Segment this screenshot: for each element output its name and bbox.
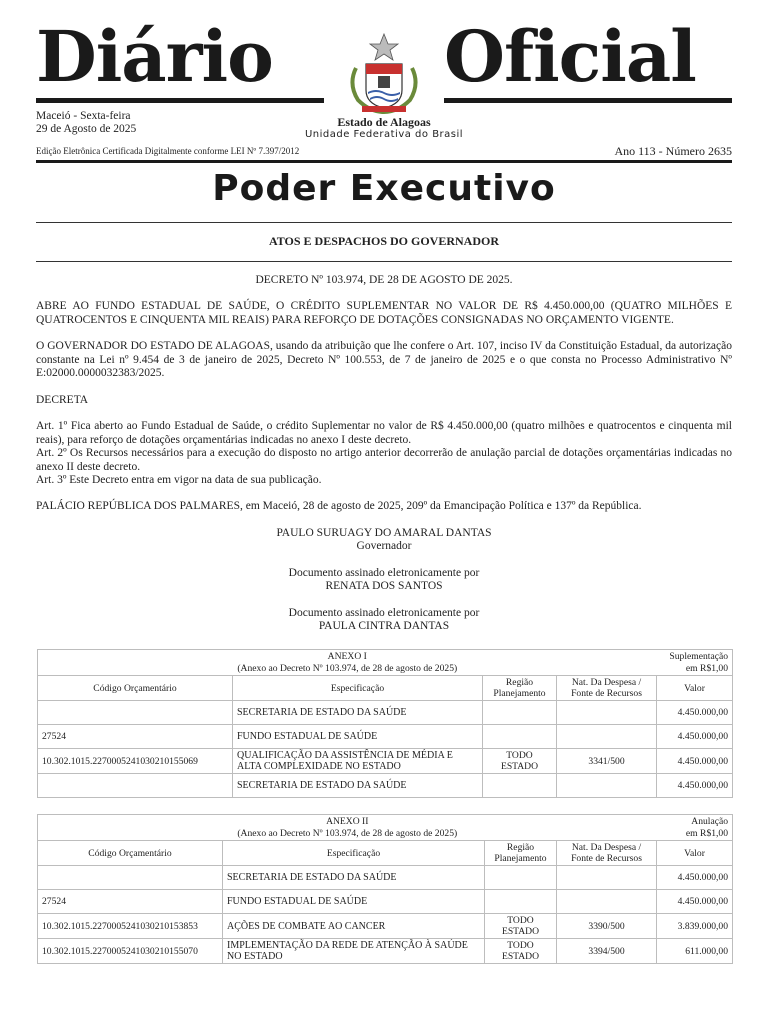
- edition-note: Edição Eletrônica Certificada Digitalmente conforme LEI Nº 7.397/2012: [36, 146, 300, 156]
- cell-spec: FUNDO ESTADUAL DE SAÚDE: [223, 890, 485, 914]
- signer-role: Governador: [356, 540, 412, 553]
- cell-nature: [557, 725, 657, 749]
- cell-value: 611.000,00: [657, 939, 733, 964]
- cell-nature: [557, 890, 657, 914]
- decree-article-2: Art. 2º Os Recursos necessários para a execução do disposto no artigo anterior decorrerão de anulação parcial de dotações orçamentárias indicadas no anexo II deste decreto.: [36, 447, 732, 473]
- decree-heading: DECRETO Nº 103.974, DE 28 DE AGOSTO DE 2025.: [255, 274, 513, 286]
- cell-region: [485, 866, 557, 890]
- decree-summary: ABRE AO FUNDO ESTADUAL DE SAÚDE, O CRÉDITO SUPLEMENTAR NO VALOR DE R$ 4.450.000,00 (QUATRO MILHÕES E QUATROCENTOS E CINQUENTA MIL REAIS) PARA REFORÇO DE DOTAÇÕES CONSIGNADAS NO ORÇAMENTO VIGENTE.: [36, 300, 732, 326]
- annex-caption: [38, 650, 657, 676]
- cell-value: 4.450.000,00: [657, 749, 733, 774]
- issue-number: Ano 113 - Número 2635: [614, 144, 732, 158]
- decree-decreta: DECRETA: [36, 393, 89, 406]
- section-title: ATOS E DESPACHOS DO GOVERNADOR: [36, 222, 732, 262]
- cell-region: [483, 701, 557, 725]
- column-header-value: Valor: [657, 841, 733, 866]
- column-header-spec: Especificação: [233, 676, 483, 701]
- column-header-spec: Especificação: [223, 841, 485, 866]
- table-row: [38, 701, 733, 725]
- crest-caption: [286, 116, 482, 140]
- masthead-divider: [36, 160, 732, 163]
- column-header-region: Região Planejamento: [483, 676, 557, 701]
- issue-date: 29 de Agosto de 2025: [36, 123, 137, 136]
- decree-body: [36, 274, 732, 634]
- crest-title: Estado de Alagoas: [337, 115, 431, 129]
- cell-nature: [557, 774, 657, 798]
- table-row: [38, 725, 733, 749]
- cell-spec: SECRETARIA DE ESTADO DA SAÚDE: [233, 774, 483, 798]
- annex-caption: [38, 815, 657, 841]
- cell-value: 4.450.000,00: [657, 890, 733, 914]
- crest-subtitle: Unidade Federativa do Brasil: [304, 129, 464, 141]
- cell-code: 10.302.1015.2270005241030210153853: [38, 914, 223, 939]
- annex-header-row: [38, 676, 733, 701]
- cell-code: 10.302.1015.2270005241030210155069: [38, 749, 233, 774]
- masthead-rule-left: [36, 98, 324, 103]
- cell-nature: 3390/500: [557, 914, 657, 939]
- signature-name-1: RENATA DOS SANTOS: [325, 580, 443, 593]
- cell-nature: [557, 866, 657, 890]
- column-header-nature: Nat. Da Despesa / Fonte de Recursos: [557, 841, 657, 866]
- cell-code: [38, 774, 233, 798]
- annex-subtitle: (Anexo ao Decreto Nº 103.974, de 28 de agosto de 2025): [237, 662, 458, 674]
- cell-value: 4.450.000,00: [657, 725, 733, 749]
- signature-name-2: PAULA CINTRA DANTAS: [318, 620, 450, 633]
- table-row: [38, 939, 733, 964]
- cell-code: 27524: [38, 725, 233, 749]
- signature-label-1: Documento assinado eletronicamente por: [288, 566, 480, 579]
- cell-region: TODO ESTADO: [485, 939, 557, 964]
- cell-nature: 3341/500: [557, 749, 657, 774]
- table-row: [38, 866, 733, 890]
- decree-closing: PALÁCIO REPÚBLICA DOS PALMARES, em Maceió, 28 de agosto de 2025, 209º da Emancipação Política e 137º da República.: [36, 500, 642, 513]
- cell-code: [38, 701, 233, 725]
- cell-value: 4.450.000,00: [657, 774, 733, 798]
- masthead-title-left: Diário: [36, 15, 273, 98]
- column-header-region: Região Planejamento: [485, 841, 557, 866]
- signature-label-2: Documento assinado eletronicamente por: [288, 606, 480, 619]
- issue-date-block: [36, 110, 136, 136]
- annex-type: [657, 650, 733, 676]
- annex-1-table: [37, 649, 733, 798]
- column-header-code: Código Orçamentário: [38, 676, 233, 701]
- column-header-value: Valor: [657, 676, 733, 701]
- cell-code: 27524: [38, 890, 223, 914]
- decree-article-3: Art. 3º Este Decreto entra em vigor na data de sua publicação.: [36, 473, 322, 486]
- annex-caption-row: [38, 815, 733, 841]
- cell-spec: FUNDO ESTADUAL DE SAÚDE: [233, 725, 483, 749]
- cell-code: 10.302.1015.2270005241030210155070: [38, 939, 223, 964]
- cell-spec: QUALIFICAÇÃO DA ASSISTÊNCIA DE MÉDIA E ALTA COMPLEXIDADE NO ESTADO: [233, 749, 483, 774]
- cell-spec: SECRETARIA DE ESTADO DA SAÚDE: [233, 701, 483, 725]
- annex-title: ANEXO I: [327, 651, 367, 663]
- annex-type-label: Suplementação: [669, 651, 729, 663]
- table-row: [38, 890, 733, 914]
- cell-region: TODO ESTADO: [485, 914, 557, 939]
- masthead: [36, 15, 732, 164]
- signer-name: PAULO SURUAGY DO AMARAL DANTAS: [276, 526, 492, 539]
- state-crest-icon: [342, 32, 426, 116]
- section-banner: Poder Executivo: [212, 168, 556, 209]
- column-header-code: Código Orçamentário: [38, 841, 223, 866]
- cell-spec: SECRETARIA DE ESTADO DA SAÚDE: [223, 866, 485, 890]
- column-header-nature: Nat. Da Despesa / Fonte de Recursos: [557, 676, 657, 701]
- annex-unit-label: em R$1,00: [685, 827, 729, 839]
- table-row: [38, 914, 733, 939]
- cell-code: [38, 866, 223, 890]
- cell-region: [485, 890, 557, 914]
- annex-2-table: [37, 814, 733, 964]
- cell-spec: AÇÕES DE COMBATE AO CANCER: [223, 914, 485, 939]
- masthead-title-right: Oficial: [444, 15, 696, 98]
- annex-type: [657, 815, 733, 841]
- cell-nature: [557, 701, 657, 725]
- annex-subtitle: (Anexo ao Decreto Nº 103.974, de 28 de agosto de 2025): [237, 827, 458, 839]
- issue-city-day: Maceió - Sexta-feira: [36, 110, 131, 122]
- annex-title: ANEXO II: [326, 816, 369, 828]
- decree-article-1: Art. 1º Fica aberto ao Fundo Estadual de Saúde, o crédito Suplementar no valor de R$ 4.450.000,00 (quatro milhões e quatrocentos e cinquenta mil reais), para reforço de dotações orçamentárias indicadas no anexo I deste decreto.: [36, 420, 732, 446]
- cell-value: 4.450.000,00: [657, 866, 733, 890]
- masthead-rule-right: [444, 98, 732, 103]
- cell-region: [483, 774, 557, 798]
- cell-nature: 3394/500: [557, 939, 657, 964]
- table-row: [38, 749, 733, 774]
- annex-caption-row: [38, 650, 733, 676]
- cell-spec: IMPLEMENTAÇÃO DA REDE DE ATENÇÃO À SAÚDE NO ESTADO: [223, 939, 485, 964]
- cell-value: 4.450.000,00: [657, 701, 733, 725]
- cell-value: 3.839.000,00: [657, 914, 733, 939]
- annex-unit-label: em R$1,00: [685, 662, 729, 674]
- annex-type-label: Anulação: [691, 816, 729, 828]
- annex-header-row: [38, 841, 733, 866]
- decree-preamble: O GOVERNADOR DO ESTADO DE ALAGOAS, usando da atribuição que lhe confere o Art. 107, inciso IV da Constituição Estadual, da autorização constante na Lei nº 9.454 de 3 de janeiro de 2025, Decreto Nº 100.553, de 7 de janeiro de 2025 e o que consta no Processo Administrativo Nº E:02000.0000032383/2025.: [36, 340, 732, 380]
- cell-region: [483, 725, 557, 749]
- cell-region: TODO ESTADO: [483, 749, 557, 774]
- table-row: [38, 774, 733, 798]
